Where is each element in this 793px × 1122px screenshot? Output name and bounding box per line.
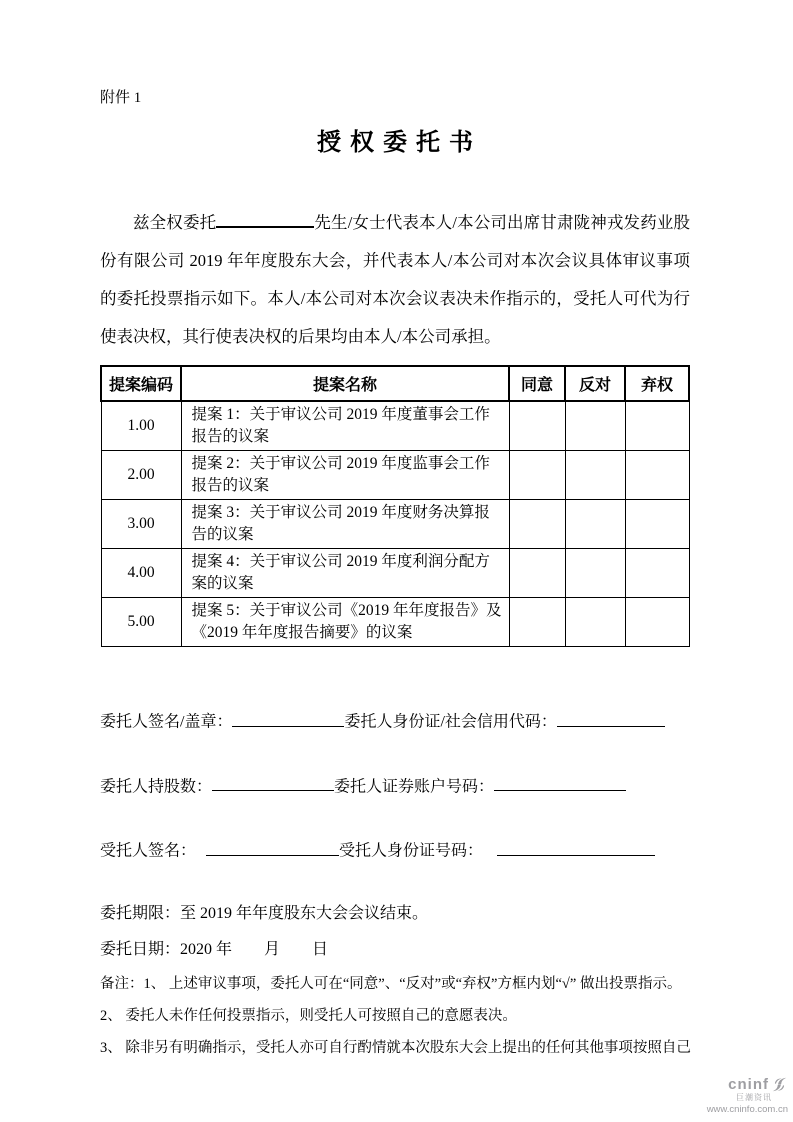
proposal-code: 4.00 <box>101 549 181 598</box>
table-header-row <box>101 366 689 401</box>
agree-cell <box>509 401 565 451</box>
trustee-id-label: 受托人身份证号码： <box>339 842 484 860</box>
trustee-signature-label: 受托人签名： <box>100 842 197 860</box>
principal-id-label: 委托人身份证/社会信用代码： <box>344 713 557 731</box>
cninfo-url: www.cninfo.com.cn <box>706 1103 788 1115</box>
intro-suffix: 先生/女士代表本人/本公司出席甘肃陇神戎发药业股份有限公司 2019 年年度股东大会，并代表本人/本公司对本次会议具体审议事项的委托投票指示如下。本人/本公司对本次会议表决未作指示的，受托人可代为行使表决权，其行使表决权的后果均由本人/本公司承担。 <box>100 213 691 346</box>
against-cell <box>565 549 625 598</box>
abstain-cell <box>625 598 689 647</box>
proxy-date-line: 委托日期：2020 年 月 日 <box>100 940 329 958</box>
proposal-code: 3.00 <box>101 500 181 549</box>
principal-id-blank <box>557 709 665 727</box>
agree-cell <box>509 500 565 549</box>
intro-prefix: 兹全权委托 <box>133 213 217 232</box>
proxy-name-blank <box>216 210 314 228</box>
header-proposal-code: 提案编码 <box>101 366 181 401</box>
table-row <box>101 598 689 647</box>
abstain-cell <box>625 451 689 500</box>
principal-account-label: 委托人证券账户号码： <box>334 778 495 796</box>
against-cell <box>565 401 625 451</box>
header-agree: 同意 <box>509 366 565 401</box>
header-abstain: 弃权 <box>625 366 689 401</box>
table-row <box>101 451 689 500</box>
intro-paragraph <box>100 204 690 356</box>
principal-signature-line <box>100 709 690 735</box>
principal-signature-label: 委托人签名/盖章： <box>100 713 233 731</box>
proposal-name: 提案 4：关于审议公司 2019 年度利润分配方案的议案 <box>181 549 509 598</box>
principal-account-blank <box>494 774 626 792</box>
proposal-code: 1.00 <box>101 401 181 451</box>
abstain-cell <box>625 401 689 451</box>
principal-shares-blank <box>212 774 334 792</box>
attachment-label: 附件 1 <box>100 90 142 106</box>
trustee-id-blank <box>497 838 655 856</box>
proposal-code: 2.00 <box>101 451 181 500</box>
cninfo-watermark <box>707 1076 788 1115</box>
header-proposal-name: 提案名称 <box>181 366 509 401</box>
table-row <box>101 549 689 598</box>
principal-shares-label: 委托人持股数： <box>100 778 213 796</box>
principal-signature-blank <box>232 709 344 727</box>
proposal-voting-table <box>100 365 690 647</box>
proposal-name: 提案 1：关于审议公司 2019 年度董事会工作报告的议案 <box>181 401 509 451</box>
cninfo-chinese-name: 巨潮资讯 <box>736 1092 772 1102</box>
against-cell <box>565 500 625 549</box>
proposal-name: 提案 3：关于审议公司 2019 年度财务决算报告的议案 <box>181 500 509 549</box>
agree-cell <box>509 451 565 500</box>
note-1: 备注：1、 上述审议事项，委托人可在“同意”、“反对”或“弃权”方框内划“√” 做出投票指示。 <box>100 975 682 992</box>
agree-cell <box>509 598 565 647</box>
note-3: 3、 除非另有明确指示，受托人亦可自行酌情就本次股东大会上提出的任何其他事项按照自己 <box>100 1039 691 1056</box>
against-cell <box>565 451 625 500</box>
proxy-period-line: 委托期限：至 2019 年年度股东大会会议结束。 <box>100 904 429 922</box>
proposal-name: 提案 5：关于审议公司《2019 年年度报告》及《2019 年年度报告摘要》的议案 <box>181 598 509 647</box>
proposal-code: 5.00 <box>101 598 181 647</box>
principal-shares-line <box>100 774 690 800</box>
agree-cell <box>509 549 565 598</box>
abstain-cell <box>625 549 689 598</box>
cninfo-brand-text: cninf <box>728 1075 769 1093</box>
cninfo-swirl-icon <box>771 1076 788 1093</box>
note-2: 2、 委托人未作任何投票指示，则受托人可按照自己的意愿表决。 <box>100 1007 517 1024</box>
table-row <box>101 500 689 549</box>
trustee-signature-blank <box>206 838 339 856</box>
proposal-name: 提案 2：关于审议公司 2019 年度监事会工作报告的议案 <box>181 451 509 500</box>
abstain-cell <box>625 500 689 549</box>
trustee-signature-line <box>100 838 690 864</box>
header-against: 反对 <box>565 366 625 401</box>
against-cell <box>565 598 625 647</box>
table-row <box>101 401 689 451</box>
page-title: 授权委托书 <box>317 129 482 156</box>
